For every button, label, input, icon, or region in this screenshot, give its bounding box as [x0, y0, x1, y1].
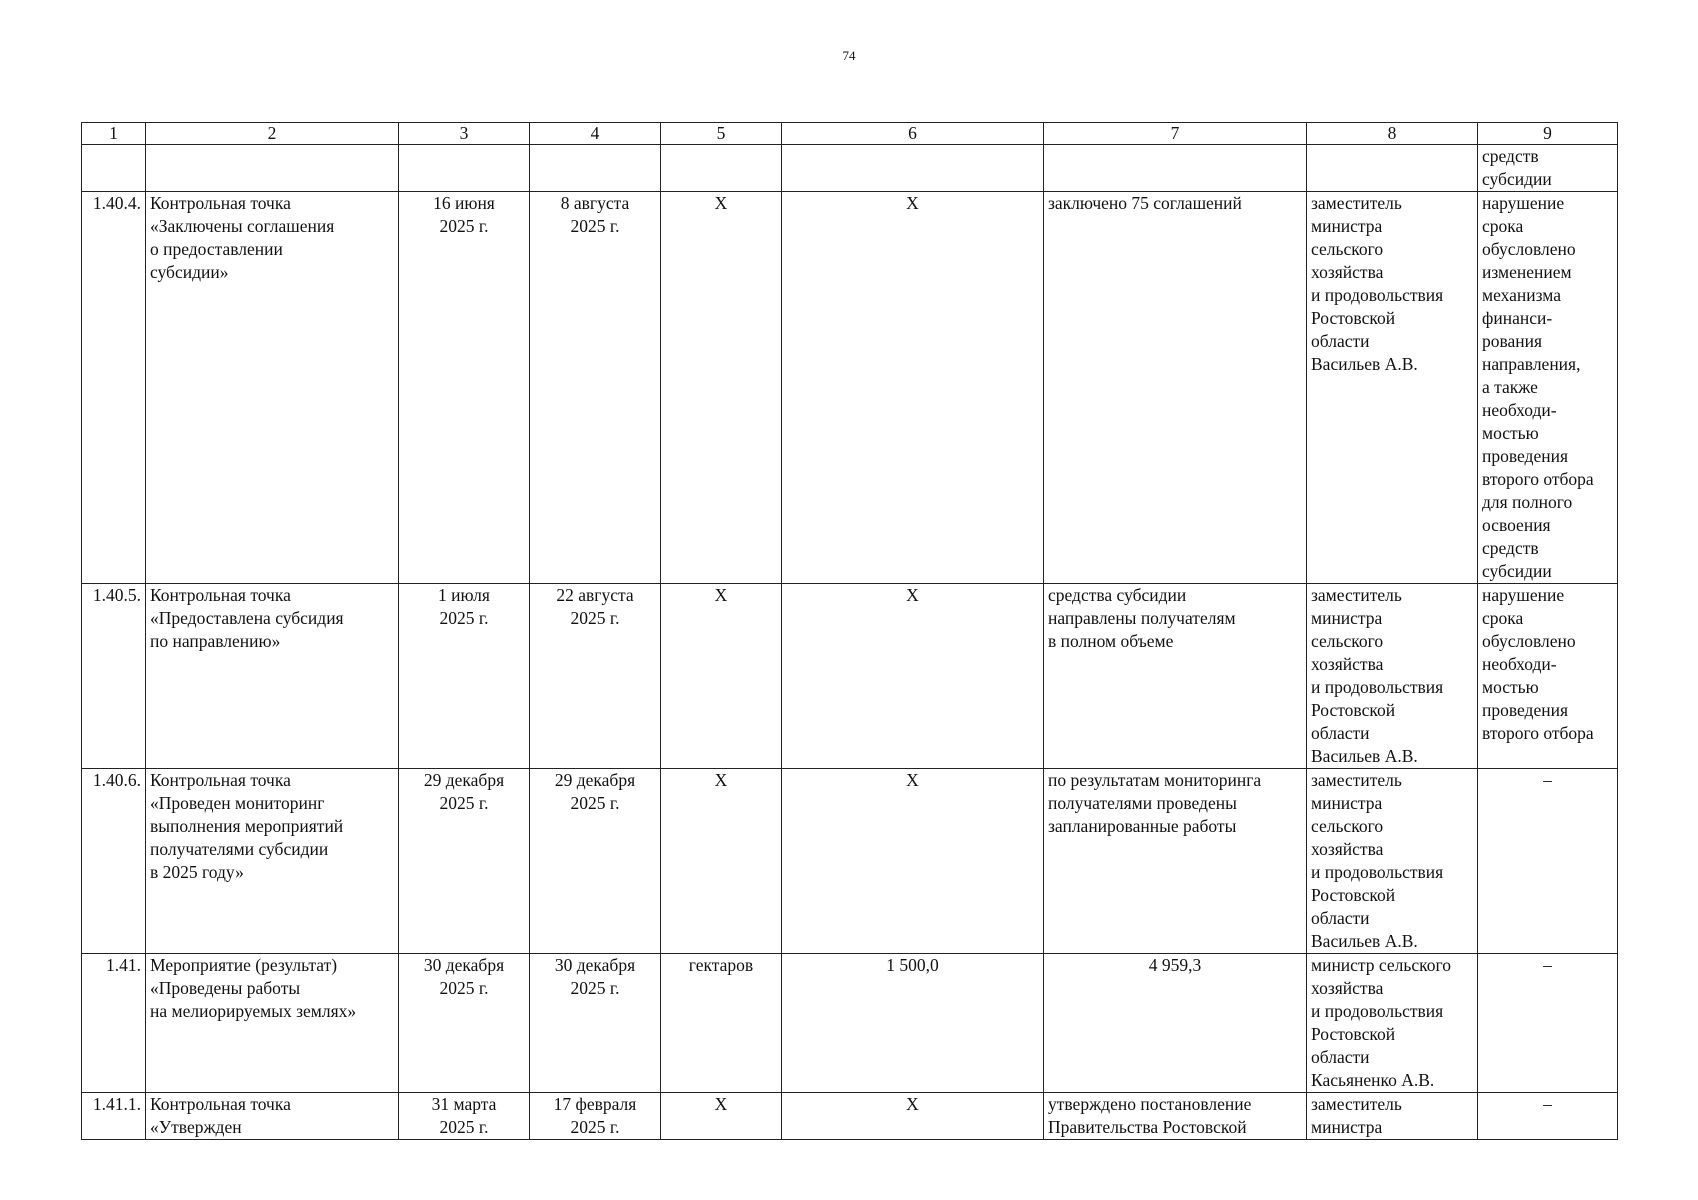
plan-date: 31 марта 2025 г.: [399, 1093, 530, 1140]
note: нарушение срока обусловлено изменением механизма финанси- рования направления, а также необходи- мостью проведения второго отбора для полного освоения средств субсидии: [1478, 192, 1618, 584]
plan-date: 1 июля 2025 г.: [399, 584, 530, 769]
responsible: министр сельского хозяйства и продовольствия Ростовской области Касьяненко А.В.: [1307, 954, 1478, 1093]
plan-date: 29 декабря 2025 г.: [399, 769, 530, 954]
table-row: [82, 769, 1618, 954]
column-number-cell: 4: [530, 123, 661, 145]
unit: Х: [661, 1093, 782, 1140]
fact-value: средства субсидии направлены получателям в полном объеме: [1044, 584, 1307, 769]
item-number: [82, 145, 146, 192]
plan-value: Х: [782, 192, 1044, 584]
report-table: [81, 122, 1618, 1140]
item-number: 1.40.5.: [82, 584, 146, 769]
unit: Х: [661, 192, 782, 584]
table-row: [82, 954, 1618, 1093]
table-row: [82, 584, 1618, 769]
plan-value: Х: [782, 1093, 1044, 1140]
responsible: заместитель министра сельского хозяйства и продовольствия Ростовской области Васильев А.В.: [1307, 584, 1478, 769]
item-number: 1.40.6.: [82, 769, 146, 954]
column-number-cell: 5: [661, 123, 782, 145]
responsible: заместитель министра: [1307, 1093, 1478, 1140]
plan-date: 16 июня 2025 г.: [399, 192, 530, 584]
fact-value: утверждено постановление Правительства Ростовской: [1044, 1093, 1307, 1140]
column-number-cell: 1: [82, 123, 146, 145]
table-row: [82, 1093, 1618, 1140]
page-number: 74: [842, 48, 856, 63]
fact-date: 29 декабря 2025 г.: [530, 769, 661, 954]
unit: гектаров: [661, 954, 782, 1093]
fact-date: 8 августа 2025 г.: [530, 192, 661, 584]
fact-date: 30 декабря 2025 г.: [530, 954, 661, 1093]
item-name: Контрольная точка «Предоставлена субсидия по направлению»: [146, 584, 399, 769]
unit: Х: [661, 584, 782, 769]
fact-date: 22 августа 2025 г.: [530, 584, 661, 769]
item-name: Контрольная точка «Утвержден: [146, 1093, 399, 1140]
plan-value: Х: [782, 584, 1044, 769]
responsible: заместитель министра сельского хозяйства и продовольствия Ростовской области Васильев А.В.: [1307, 769, 1478, 954]
column-number-cell: 6: [782, 123, 1044, 145]
fact-value: 4 959,3: [1044, 954, 1307, 1093]
column-number-cell: 8: [1307, 123, 1478, 145]
fact-date: 17 февраля 2025 г.: [530, 1093, 661, 1140]
plan-date: [399, 145, 530, 192]
note: –: [1478, 769, 1618, 954]
column-number-cell: 9: [1478, 123, 1618, 145]
unit: [661, 145, 782, 192]
note: –: [1478, 1093, 1618, 1140]
note: –: [1478, 954, 1618, 1093]
column-number-cell: 2: [146, 123, 399, 145]
column-number-row: [82, 123, 1618, 145]
item-name: Контрольная точка «Проведен мониторинг выполнения мероприятий получателями субсидии в 2025 году»: [146, 769, 399, 954]
fact-value: заключено 75 соглашений: [1044, 192, 1307, 584]
note: нарушение срока обусловлено необходи- мостью проведения второго отбора: [1478, 584, 1618, 769]
plan-value: Х: [782, 769, 1044, 954]
fact-date: [530, 145, 661, 192]
plan-value: 1 500,0: [782, 954, 1044, 1093]
table-row: [82, 192, 1618, 584]
responsible: [1307, 145, 1478, 192]
item-number: 1.41.: [82, 954, 146, 1093]
item-number: 1.40.4.: [82, 192, 146, 584]
responsible: заместитель министра сельского хозяйства и продовольствия Ростовской области Васильев А.В.: [1307, 192, 1478, 584]
table-row: [82, 145, 1618, 192]
item-name: Мероприятие (результат) «Проведены работы на мелиорируемых землях»: [146, 954, 399, 1093]
fact-value: [1044, 145, 1307, 192]
item-name: Контрольная точка «Заключены соглашения о предоставлении субсидии»: [146, 192, 399, 584]
column-number-cell: 3: [399, 123, 530, 145]
item-number: 1.41.1.: [82, 1093, 146, 1140]
plan-value: [782, 145, 1044, 192]
item-name: [146, 145, 399, 192]
unit: Х: [661, 769, 782, 954]
plan-date: 30 декабря 2025 г.: [399, 954, 530, 1093]
fact-value: по результатам мониторинга получателями проведены запланированные работы: [1044, 769, 1307, 954]
note: средств субсидии: [1478, 145, 1618, 192]
column-number-cell: 7: [1044, 123, 1307, 145]
